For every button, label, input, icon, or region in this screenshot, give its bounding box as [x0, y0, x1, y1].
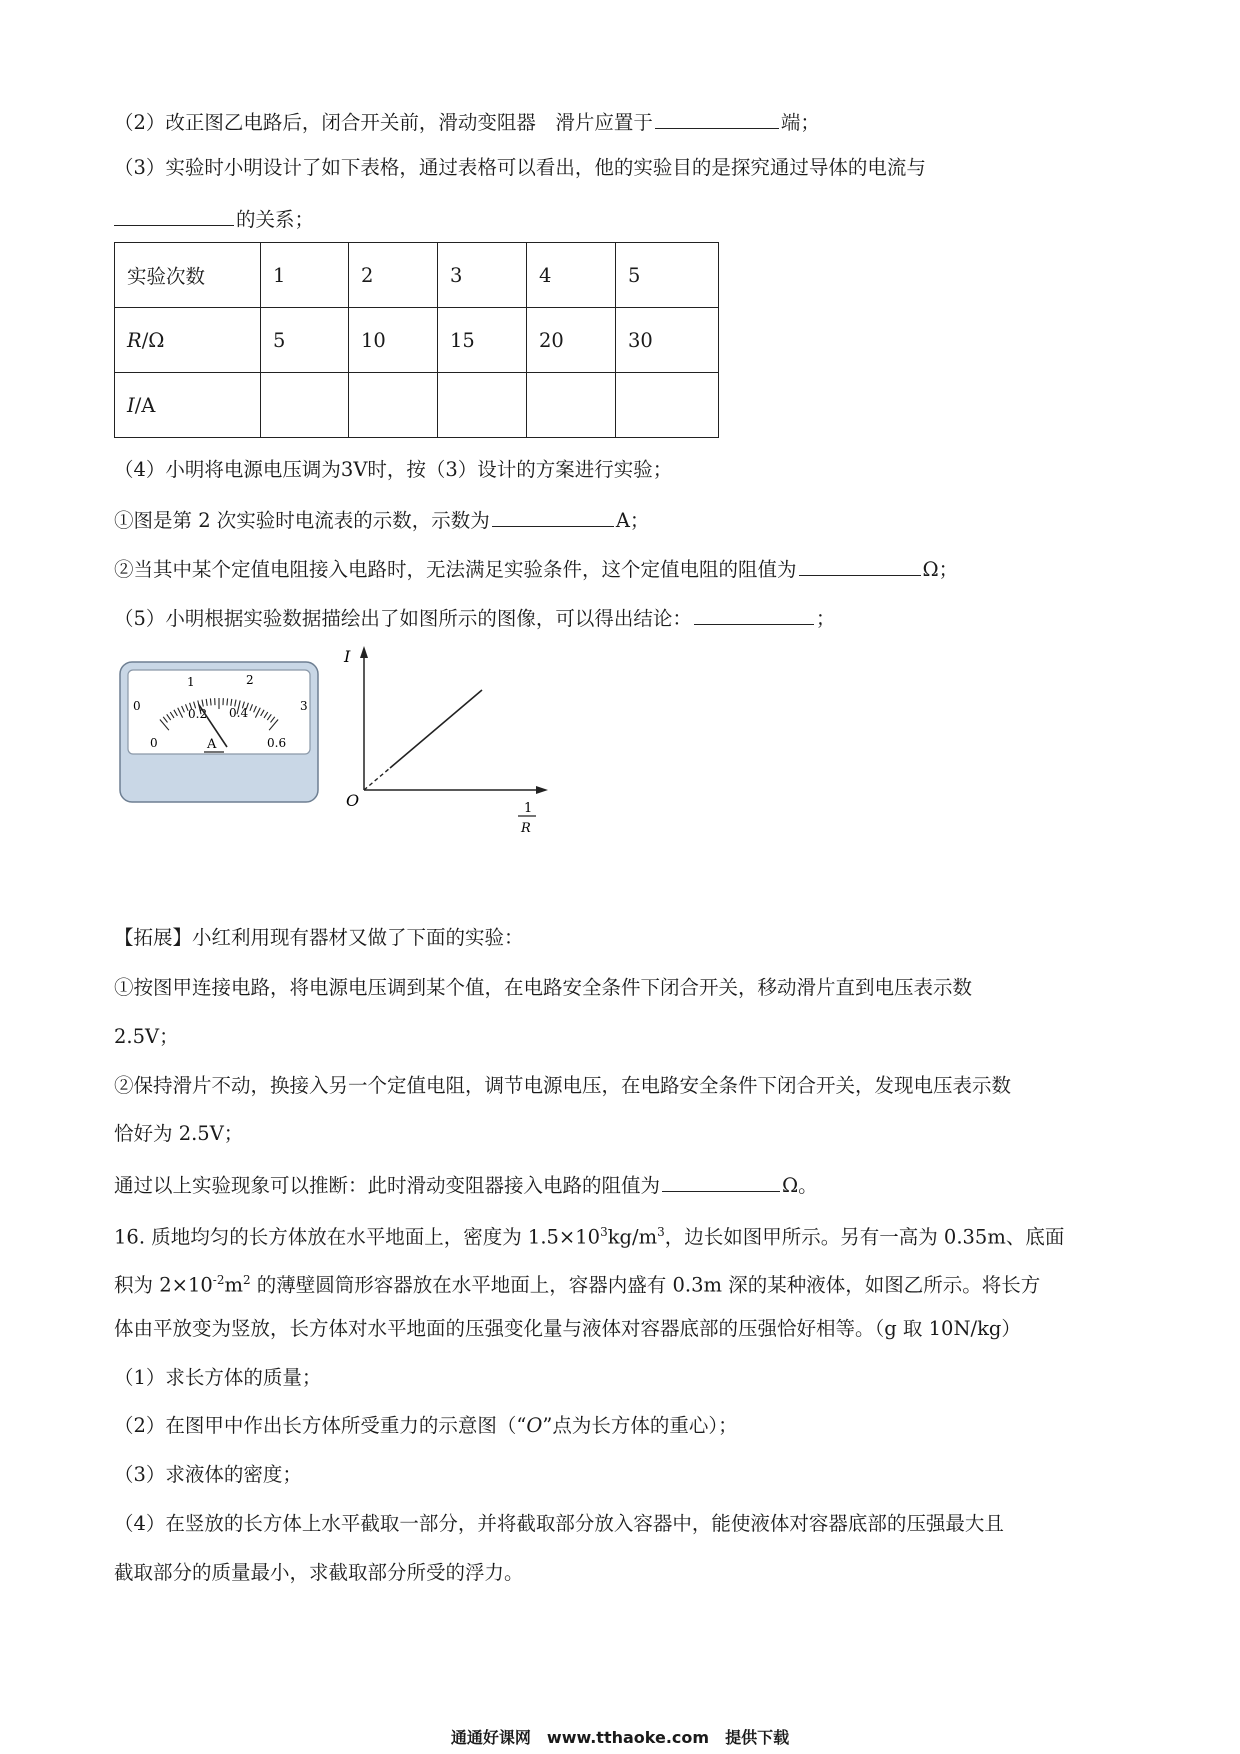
q15-part3-line1: （3）实验时小明设计了如下表格，通过表格可以看出，他的实验目的是探究通过导体的电流与 [114, 156, 926, 179]
q15-part4-s1 [114, 506, 649, 533]
table-cell-empty[interactable] [349, 373, 438, 438]
table-row [115, 243, 719, 308]
extension-step1-line1: ①按图甲连接电路，将电源电压调到某个值，在电路安全条件下闭合开关，移动滑片直到电压表示数 [114, 976, 973, 999]
q15-part4-s2-suffix: Ω； [922, 558, 959, 581]
q16-sub2-text: （2）在图甲中作出长方体所受重力的示意图（“ [114, 1414, 527, 1437]
extension-step1-line2: 2.5V； [114, 1025, 179, 1048]
experiment-table [114, 242, 719, 438]
q16-sub2 [114, 1414, 738, 1438]
q16-superscript: 3 [600, 1225, 608, 1239]
table-cell: 3 [438, 243, 527, 308]
q16-superscript: 3 [657, 1225, 665, 1239]
q16-text: 16. 质地均匀的长方体放在水平地面上，密度为 1.5×10 [114, 1225, 601, 1249]
table-cell: 5 [616, 243, 719, 308]
ammeter-unit-label: A [207, 737, 217, 752]
q16-line1 [114, 1220, 1064, 1250]
x-axis-label-denominator: R [521, 821, 531, 836]
row-header-trial: 实验次数 [115, 243, 261, 308]
table-cell: 10 [349, 308, 438, 373]
x-axis-label-numerator: 1 [524, 801, 533, 816]
bottom-scale-label: 0.2 [188, 707, 208, 721]
q16-sub4-line2: 截取部分的质量最小，求截取部分所受的浮力。 [114, 1561, 524, 1584]
row-header-resistance [115, 308, 261, 373]
table-cell-empty[interactable] [261, 373, 349, 438]
y-axis-label: I [344, 647, 351, 666]
extrapolated-line [364, 768, 390, 790]
extension-step2-line1: ②保持滑片不动，换接入另一个定值电阻，调节电源电压，在电路安全条件下闭合开关，发现电压表示数 [114, 1074, 1012, 1097]
extension-title: 【拓展】小红利用现有器材又做了下面的实验： [114, 926, 524, 949]
bottom-scale-label: 0.6 [267, 736, 287, 750]
page-footer: 通通好课网 www.tthaoke.com 提供下载 [450, 1728, 790, 1747]
table-cell: 4 [527, 243, 616, 308]
q16-sub2-text: ”点为长方体的重心）； [542, 1414, 738, 1437]
extension-conclusion-text: 通过以上实验现象可以推断：此时滑动变阻器接入电路的阻值为 [114, 1174, 661, 1197]
center-of-gravity-symbol: O [526, 1414, 543, 1437]
table-cell: 1 [261, 243, 349, 308]
answer-blank[interactable] [799, 555, 921, 576]
q15-part4-s1-text: ①图是第 2 次实验时电流表的示数，示数为 [114, 509, 490, 532]
q16-text: 积为 2×10 [114, 1273, 213, 1297]
q15-part4-s1-suffix: A； [615, 509, 650, 532]
table-cell: 30 [616, 308, 719, 373]
q16-sub4-line1: （4）在竖放的长方体上水平截取一部分，并将截取部分放入容器中，能使液体对容器底部的压强最大且 [114, 1512, 1004, 1535]
q15-part4-s2 [114, 555, 958, 582]
table-row [115, 308, 719, 373]
table-row [115, 373, 719, 438]
table-cell-empty[interactable] [616, 373, 719, 438]
top-scale-label: 0 [133, 699, 141, 713]
table-cell: 20 [527, 308, 616, 373]
q15-part4-s2-text: ②当其中某个定值电阻接入电路时，无法满足实验条件，这个定值电阻的阻值为 [114, 558, 797, 581]
row-header-current [115, 373, 261, 438]
q16-text: kg/m [607, 1225, 658, 1249]
extension-conclusion-suffix: Ω。 [782, 1174, 818, 1197]
table-cell: 15 [438, 308, 527, 373]
q15-part2-suffix: 端； [780, 111, 820, 134]
q15-part2 [114, 108, 820, 135]
origin-label: O [346, 791, 360, 810]
q16-superscript: 2 [242, 1273, 251, 1287]
ammeter-figure [120, 662, 318, 802]
q15-part2-text: （2）改正图乙电路后，闭合开关前，滑动变阻器 滑片应置于 [114, 111, 653, 134]
unit-ohm: /Ω [141, 328, 165, 352]
q16-text: m [224, 1273, 243, 1297]
bottom-scale-label: 0 [150, 736, 158, 750]
figures [112, 640, 572, 850]
q16-sub1: （1）求长方体的质量； [114, 1366, 322, 1389]
answer-blank[interactable] [694, 604, 814, 625]
answer-blank[interactable] [662, 1171, 780, 1192]
q15-part5 [114, 604, 835, 631]
y-axis-arrow-icon [360, 646, 368, 658]
table-cell-empty[interactable] [438, 373, 527, 438]
extension-conclusion [114, 1171, 818, 1198]
top-scale-label: 2 [246, 673, 254, 687]
symbol-i: I [127, 393, 135, 417]
scale-tick [227, 698, 228, 705]
q15-part5-text: （5）小明根据实验数据描绘出了如图所示的图像，可以得出结论： [114, 607, 692, 630]
table-cell: 5 [261, 308, 349, 373]
scale-tick [210, 698, 211, 705]
q15-part3-suffix: 的关系； [236, 208, 315, 231]
q16-sub3: （3）求液体的密度； [114, 1463, 302, 1486]
q15-part5-suffix: ； [815, 607, 836, 630]
answer-blank[interactable] [114, 205, 234, 226]
top-scale-label: 3 [300, 699, 308, 713]
q16-text: 的薄壁圆筒形容器放在水平地面上，容器内盛有 0.3m 深的某种液体，如图乙所示。将长方 [250, 1273, 1041, 1297]
table-cell: 2 [349, 243, 438, 308]
data-line [390, 690, 482, 768]
x-axis-arrow-icon [536, 786, 548, 794]
symbol-r: R [127, 328, 142, 352]
graph-i-vs-inverse-r [343, 646, 548, 836]
bottom-scale-label: 0.4 [229, 706, 249, 720]
q16-text: ，边长如图甲所示。另有一高为 0.35m、底面 [664, 1225, 1065, 1249]
q16-line2 [114, 1268, 1040, 1298]
q16-superscript: -2 [212, 1273, 225, 1287]
q15-part4-intro: （4）小明将电源电压调为3V时，按（3）设计的方案进行实验； [114, 458, 673, 481]
top-scale-label: 1 [187, 675, 195, 689]
q15-part3-line2 [114, 205, 314, 232]
answer-blank[interactable] [492, 506, 614, 527]
extension-step2-line2: 恰好为 2.5V； [114, 1122, 244, 1145]
table-cell-empty[interactable] [527, 373, 616, 438]
unit-ampere: /A [134, 393, 156, 417]
answer-blank[interactable] [655, 108, 779, 129]
q16-line3: 体由平放变为竖放，长方体对水平地面的压强变化量与液体对容器底部的压强恰好相等。（g 取 10N/kg） [114, 1317, 1021, 1340]
